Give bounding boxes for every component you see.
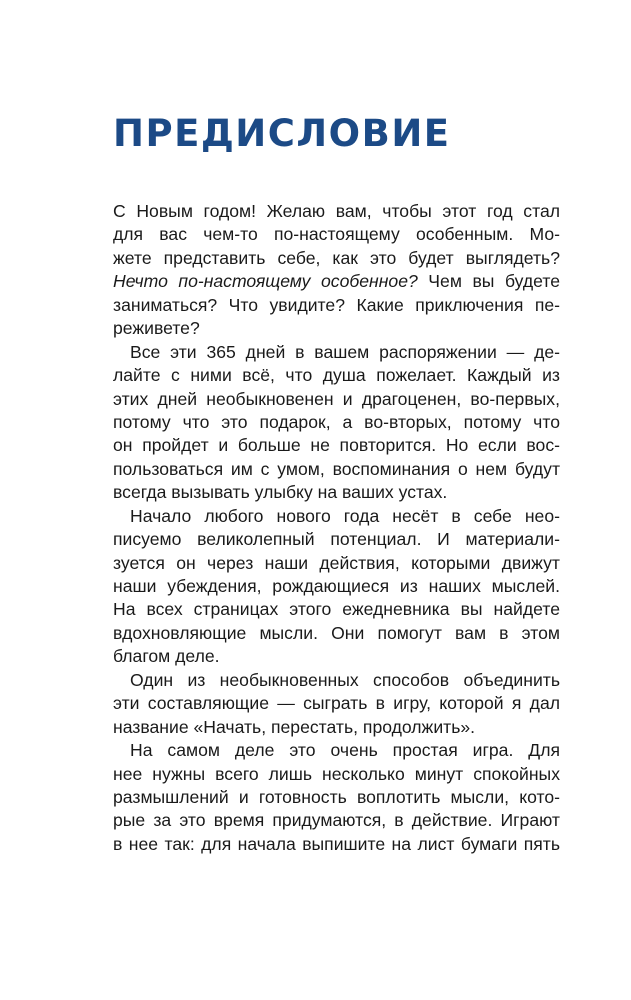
text-line: зуется он через наши действия, которыми движут [113,552,560,573]
text-line: потому что это подарок, а во-вторых, потому что [113,411,560,432]
text-line: он пройдет и больше не повторится. Но если вос- [113,435,560,456]
text-line: Один из необыкновенных способов объединить [130,669,560,690]
text-line: вдохновляющие мысли. Они помогут вам в этом [113,622,560,643]
italic-phrase: Нечто по-настоящему особенное? [113,271,418,292]
text-line: для вас чем-то по-настоящему особенным. Мо- [113,224,560,245]
text-line: заниматься? Что увидите? Какие приключения пе- [113,294,560,315]
text-line: наши убеждения, рождающиеся из наших мыслей. [113,576,560,596]
text-line: Начало любого нового года несёт в себе нео- [130,505,560,526]
chapter-title: ПРЕДИСЛОВИЕ [113,112,451,155]
text-line: эти составляющие — сыграть в игру, которой я дал [113,693,560,714]
text-line: На всех страницах этого ежедневника вы найдете [113,599,560,620]
text-line: На самом деле это очень простая игра. Для [130,740,560,761]
text-line: рые за это время придумаются, в действие. Играют [113,810,560,831]
text-line: в нее так: для начала выпишите на лист бумаги пять [113,833,560,854]
text-fragment: Чем вы будете [417,271,560,292]
text-line: нее нужны всего лишь несколько минут спокойных [113,763,560,784]
text-line: реживете? [113,318,200,339]
text-line: С Новым годом! Желаю вам, чтобы этот год стал [113,201,560,221]
text-line: писуемо великолепный потенциал. И материали- [113,529,560,550]
text-line: название «Начать, перестать, продолжить». [113,716,476,737]
text-line: жете представить себе, как это будет выглядеть? [113,247,560,268]
body-text [113,200,560,856]
text-line: всегда вызывать улыбку на ваших устах. [113,482,448,503]
text-line [113,270,560,293]
text-line: благом деле. [113,646,220,667]
text-line: лайте с ними всё, что душа пожелает. Каждый из [113,365,560,386]
text-line: Все эти 365 дней в вашем распоряжении — де- [130,341,560,362]
text-line: этих дней необыкновенен и драгоценен, во-первых, [113,388,560,409]
text-line: пользоваться им с умом, воспоминания о нем будут [113,458,560,479]
text-line: размышлений и готовность воплотить мысли, кото- [113,786,560,807]
